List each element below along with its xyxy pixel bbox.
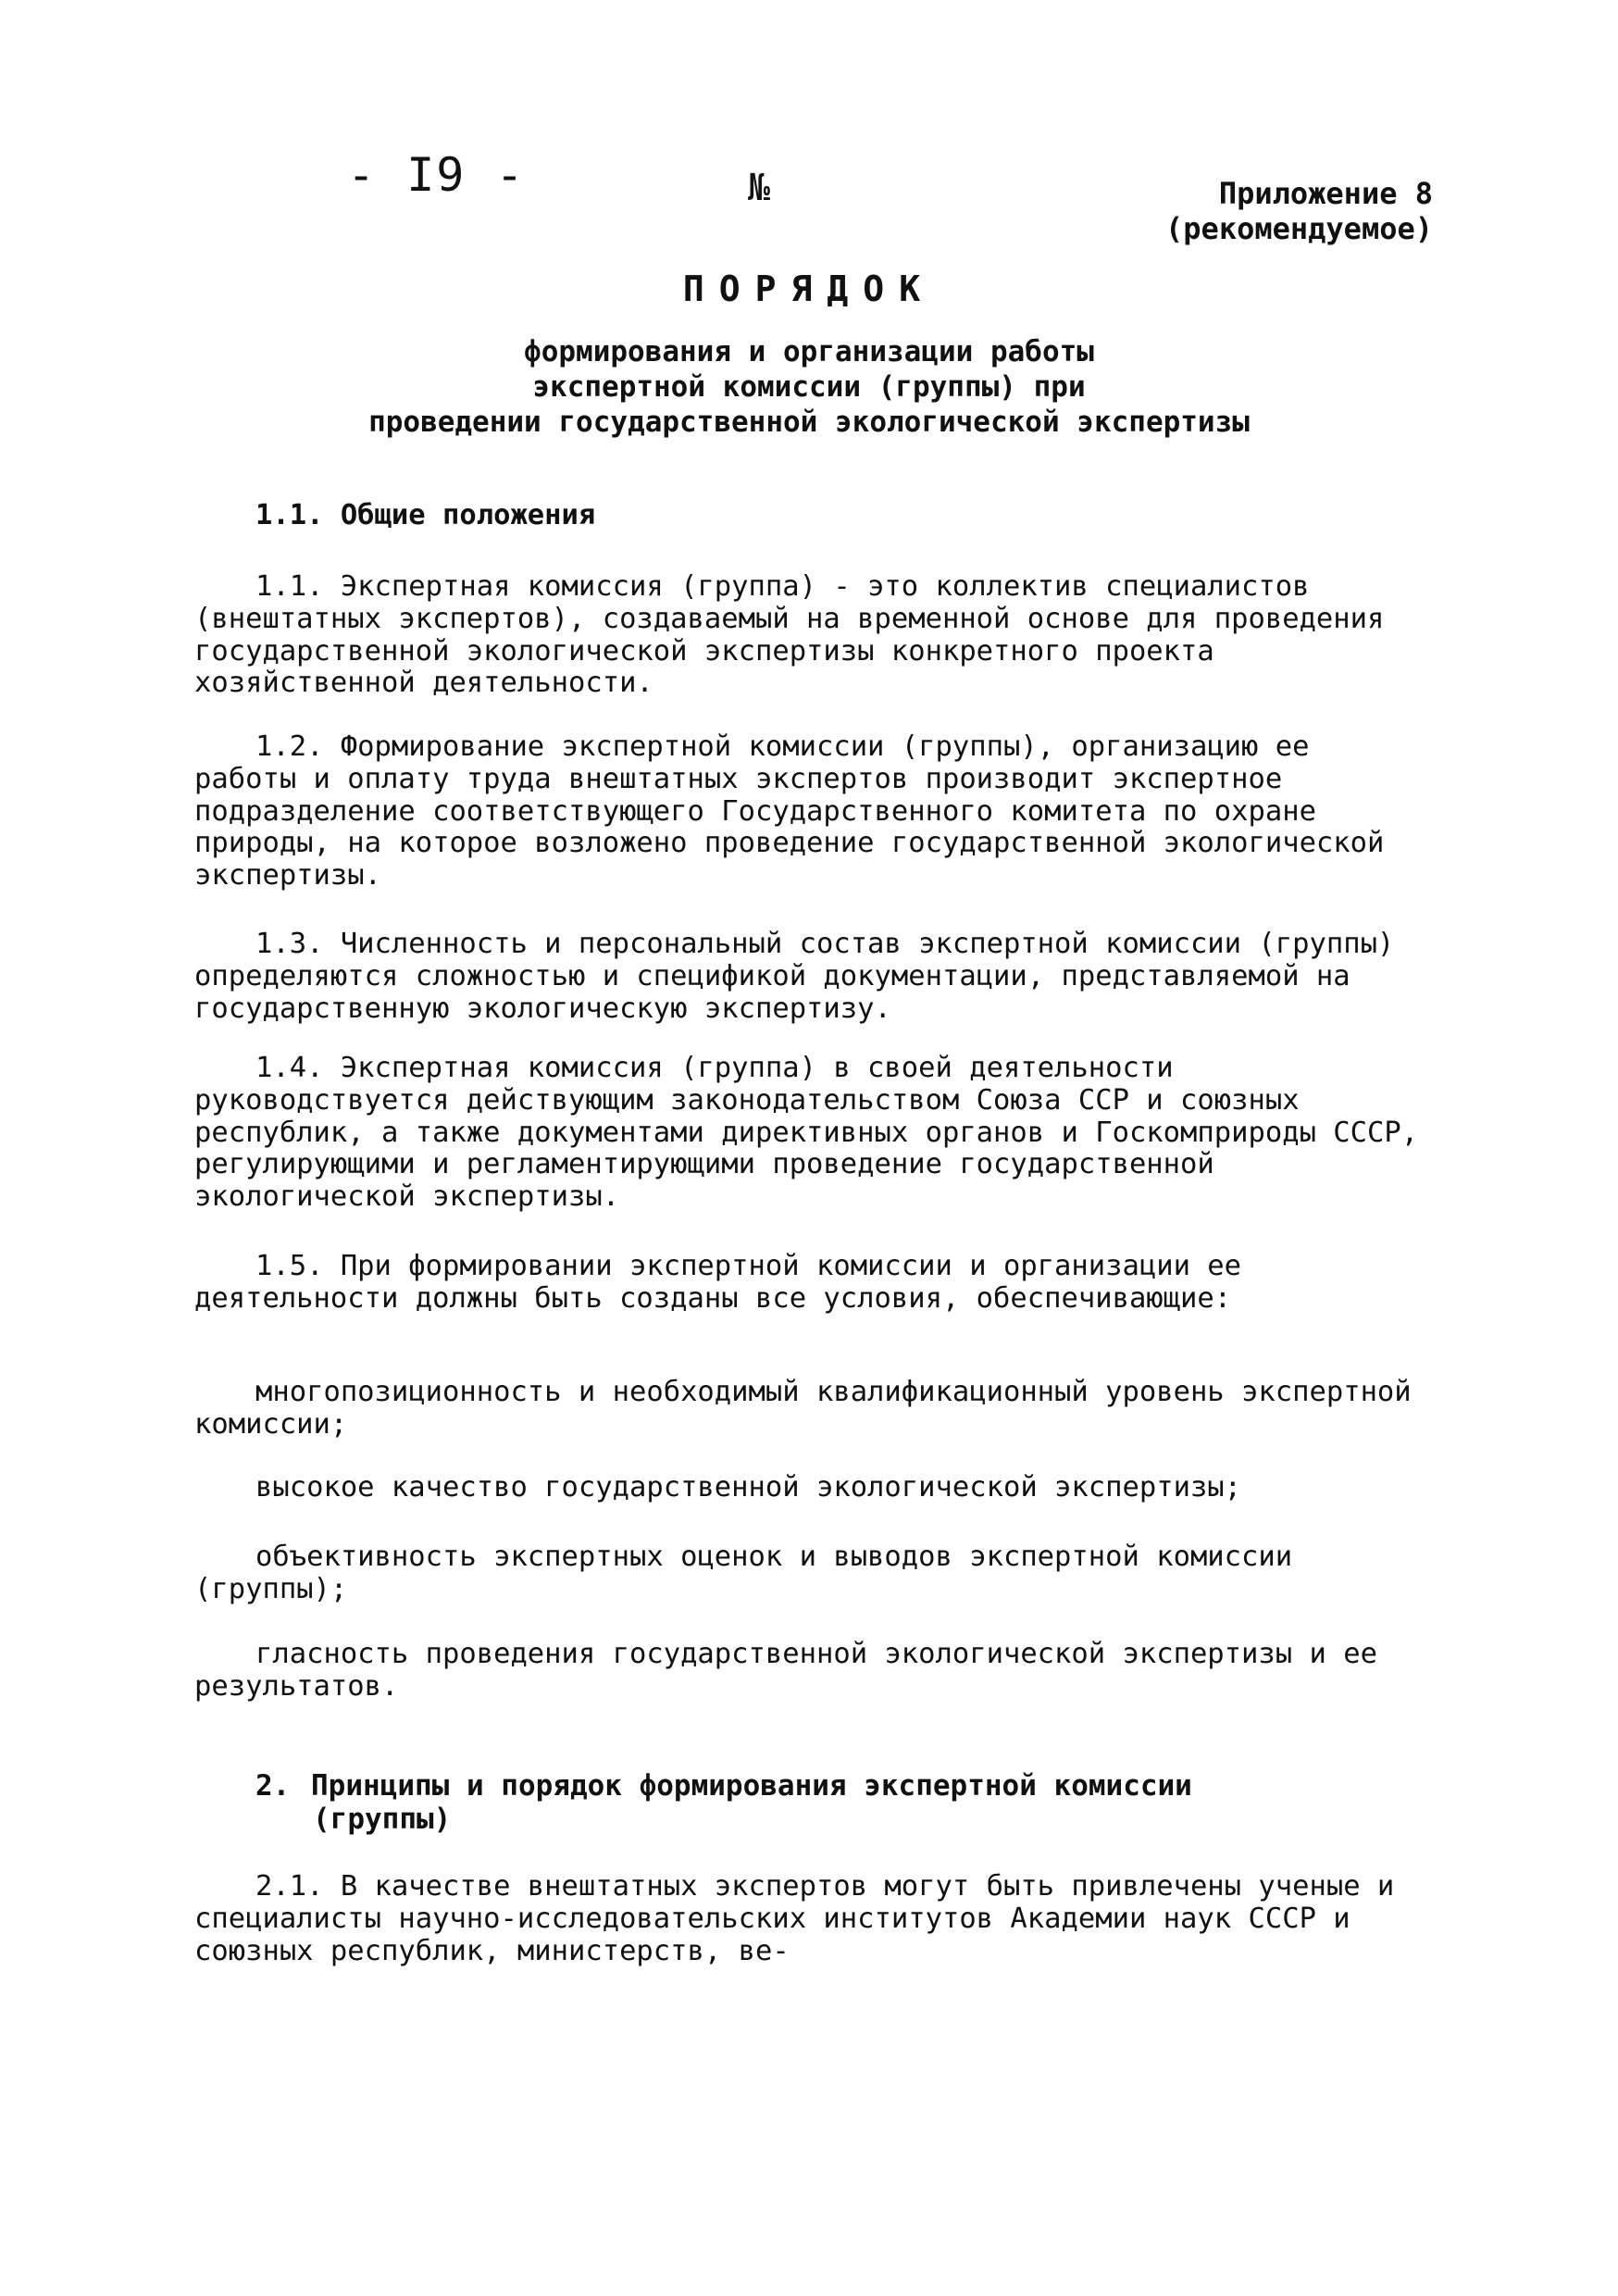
list-item-3-text: объективность экспертных оценок и выводов экспертной комиссии (группы); xyxy=(194,1541,1293,1605)
section-2-title-line-1: Принципы и порядок формирования экспертной комиссии xyxy=(311,1769,1192,1803)
paragraph-1-5 xyxy=(194,1251,1425,1316)
list-item-3 xyxy=(194,1541,1425,1606)
paragraph-1-4 xyxy=(194,1053,1425,1214)
page-number: - I9 - xyxy=(347,148,526,202)
subtitle-line-2: экспертной комиссии (группы) при xyxy=(532,369,1086,404)
paragraph-1-1 xyxy=(194,571,1425,700)
section-2-number: 2. xyxy=(255,1769,291,1803)
appendix-line-2: (рекомендуемое) xyxy=(1165,211,1433,247)
list-item-4 xyxy=(194,1639,1425,1703)
appendix-label xyxy=(1165,176,1433,247)
list-item-1-text: многопозиционность и необходимый квалификационный уровень экспертной комиссии; xyxy=(194,1376,1412,1441)
number-sign: № xyxy=(748,167,771,209)
paragraph-1-2 xyxy=(194,731,1425,892)
document-title: ПОРЯДОК xyxy=(682,268,936,309)
subtitle-line-3: проведении государственной экологической экспертизы xyxy=(368,405,1250,439)
appendix-line-1: Приложение 8 xyxy=(1218,176,1433,211)
paragraph-1-4-text: 1.4. Экспертная комиссия (группа) в своей деятельности руководствуется действующим законодательством Союза ССР и союзных республик, а также документами директивных органов и Госкомприроды СССР, регулирующими и регламентирующими проведение государственной экологической экспертизы. xyxy=(194,1052,1419,1214)
list-item-1 xyxy=(194,1377,1425,1441)
paragraph-1-3-text: 1.3. Численность и персональный состав экспертной комиссии (группы) определяются сложностью и спецификой документации, представляемой на государственную экологическую экспертизу. xyxy=(194,928,1395,1025)
section-2-heading xyxy=(255,1770,1413,1836)
list-item-2 xyxy=(194,1472,1425,1504)
paragraph-1-1-text: 1.1. Экспертная комиссия (группа) - это коллектив специалистов (внештатных экспертов), создаваемый на временной основе для проведения государственной экологической экспертизы конкретного проекта хозяйственной деятельности. xyxy=(194,570,1385,700)
section-1-heading: 1.1. Общие положения xyxy=(255,499,596,531)
paragraph-1-2-text: 1.2. Формирование экспертной комиссии (группы), организацию ее работы и оплату труда внештатных экспертов производит экспертное подразделение соответствующего Государственного комитета по охране природы, на которое возложено проведение государственной экологической экспертизы. xyxy=(194,730,1385,892)
paragraph-1-3 xyxy=(194,929,1425,1025)
list-item-4-text: гласность проведения государственной экологической экспертизы и ее результатов. xyxy=(194,1638,1377,1703)
document-subtitle xyxy=(0,335,1618,440)
paragraph-2-1 xyxy=(194,1871,1425,1967)
paragraph-2-1-text: 2.1. В качестве внештатных экспертов могут быть привлечены ученые и специалисты научно-исследовательских институтов Академии наук СССР и союзных республик, министерств, ве- xyxy=(194,1870,1395,1967)
list-item-2-text: высокое качество государственной экологической экспертизы; xyxy=(255,1471,1242,1504)
section-2-title-line-2: (группы) xyxy=(313,1802,452,1836)
paragraph-1-5-text: 1.5. При формировании экспертной комиссии и организации ее деятельности должны быть созданы все условия, обеспечивающие: xyxy=(194,1250,1242,1315)
subtitle-line-1: формирования и организации работы xyxy=(524,335,1094,368)
